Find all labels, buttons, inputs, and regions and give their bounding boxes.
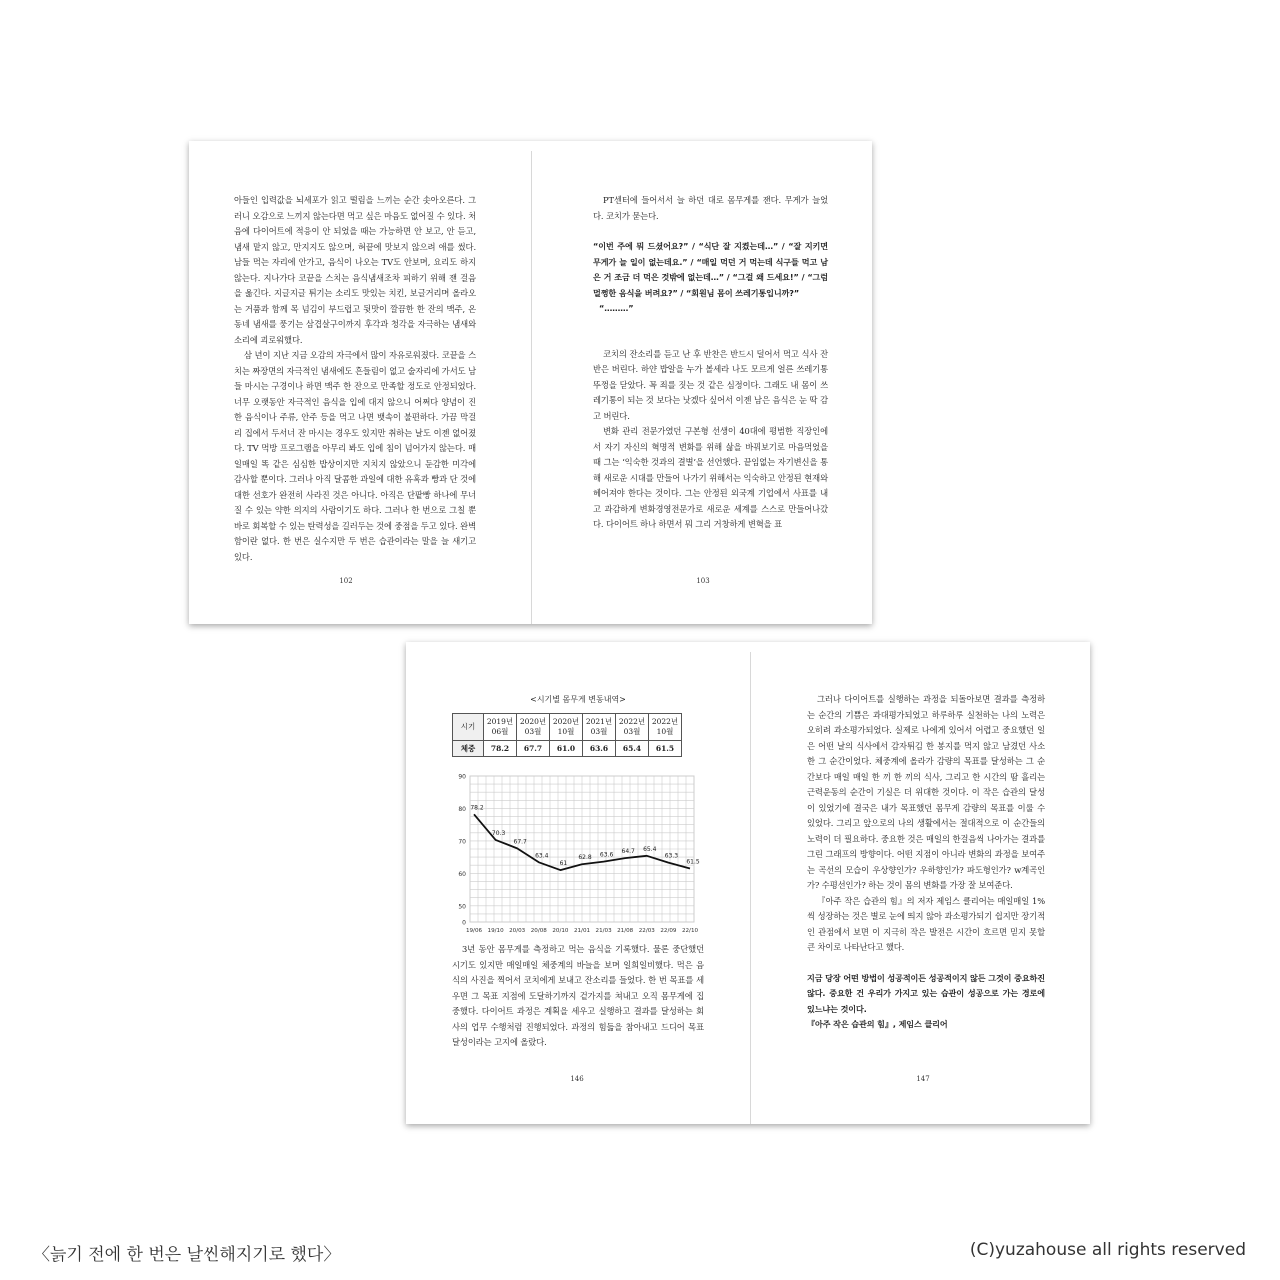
chart-y-tick-label: 90: [458, 773, 466, 781]
chart-x-tick-label: 19/06: [465, 928, 483, 934]
weight-header: 체중: [453, 741, 484, 757]
chart-title: <시기별 몸무게 변동내역>: [530, 695, 626, 704]
chart-data-label: 65.4: [643, 845, 657, 853]
chart-data-label: 78.2: [470, 804, 484, 812]
page-103-dialogue: “이번 주에 뭐 드셨어요?” / “식단 잘 지켰는데…” / “잘 지키면 무게가 늘 일이 없는데요.” / “매일 먹던 거 먹는데 식구들 먹고 남은 거 조금 더 먹은 것밖에 없는데…” / “그걸 왜 드세요!” / “그럼 멀쩡한 음식을 버려요?” / “회원님 몸이 쓰레기통입니까?”: [593, 241, 828, 298]
chart-data-label: 63.6: [599, 851, 614, 859]
chart-y-tick-label: 70: [458, 838, 466, 846]
page-103-paragraph-1: 코치의 잔소리를 듣고 난 후 반찬은 반드시 덜어서 먹고 식사 잔반은 버린다. 하얀 밥알을 누가 볼세라 나도 모르게 얼른 쓰레기통 뚜껑을 닫았다. 꼭 죄를 짓는 것 같은 심정이다. 그래도 내 몸이 쓰레기통이 되는 것 보다는 낫겠다 싶어서 이젠 남은 음식은 눈 딱 감고 버린다.: [593, 348, 828, 421]
chart-data-label: 61: [559, 860, 568, 868]
chart-x-tick-label: 22/10: [681, 928, 699, 934]
period-cell: 2019년 06월: [484, 714, 517, 741]
chart-data-label: 61.5: [686, 858, 700, 866]
chart-data-label: 70.3: [491, 829, 506, 837]
chart-x-tick-label: 21/03: [595, 928, 612, 934]
page-147-text: [807, 692, 1045, 1033]
weight-cell: 61.5: [649, 741, 682, 757]
page-103-intro: PT센터에 들어서서 늘 하던 대로 몸무게를 잰다. 무게가 늘었다. 코치가 묻는다.: [593, 195, 828, 221]
page-102-text: [234, 193, 476, 565]
chart-x-tick-label: 20/10: [552, 928, 569, 934]
chart-data-label: 62.8: [578, 854, 592, 862]
page-146-text: [452, 942, 704, 1051]
page-146-paragraph: 3년 동안 몸무게를 측정하고 먹는 음식을 기록했다. 물론 중단했던 시기도 있지만 매일매일 체중계의 바늘을 보며 일희일비했다. 먹은 음식의 사진을 찍어서 코치에게 보내고 잔소리를 들었다. 한 번 목표를 세우면 그 목표 지점에 도달하기까지 겉가지를 쳐내고 오직 몸무게에 집중했다. 다이어트 과정은 계획을 세우고 실행하고 결과를 달성하는 회사의 업무 수행처럼 진행되었다. 과정의 힘듦을 참아내고 드디어 목표 달성이라는 고지에 올랐다.: [452, 944, 704, 1047]
period-cell: 2022년 10월: [649, 714, 682, 741]
page-number-103: 103: [696, 577, 710, 585]
chart-x-tick-label: 21/08: [617, 928, 634, 934]
chart-y-tick-label: 50: [458, 903, 466, 911]
page-147-quote-source: 『아주 작은 습관의 힘』, 제임스 클리어: [807, 1019, 948, 1029]
page-103-paragraph-2: 변화 관리 전문가였던 구본형 선생이 40대에 평범한 직장인에서 자기 자신의 혁명적 변화를 위해 삶을 바꿔보기로 마음먹었을 때 그는 ‘익숙한 것과의 결별’을 선언했다. 끝임없는 자기변신을 통해 새로운 시대를 만들어 나가기 위해서는 익숙하고 안정된 현재와 헤어져야 한다는 것이다. 그는 안정된 외국계 기업에서 사표를 내고 과감하게 변화경영전문가로 새로운 세계를 스스로 만들어나갔다. 다이어트 하나 하면서 뭐 그리 거창하게 변혁을 표: [593, 426, 828, 529]
chart-data-label: 63.3: [664, 852, 679, 860]
chart-y-tick-label: 0: [462, 919, 466, 927]
period-cell: 2021년 03월: [583, 714, 616, 741]
copyright-caption: (C)yuzahouse all rights reserved: [969, 1240, 1246, 1260]
book-title-caption: 〈늙기 전에 한 번은 날씬해지기로 했다〉: [33, 1245, 341, 1265]
chart-x-tick-label: 20/03: [509, 928, 526, 934]
weight-cell: 63.6: [583, 741, 616, 757]
page-102-paragraph-2: 삼 년이 지난 지금 오감의 자극에서 많이 자유로워졌다. 코끝을 스치는 짜장면의 자극적인 냄새에도 흔들림이 없고 술자리에 가서도 남들 마시는 구경이나 하면 맥주 한 잔으로 만족할 정도로 안정되었다. 너무 오랫동안 자극적인 음식을 입에 대지 않으니 어쩌다 양념이 진한 음식이나 주류, 안주 등을 먹고 나면 뱃속이 불편하다. 가끔 막걸리 집에서 두서너 잔 마시는 경우도 있지만 취하는 날도 이젠 없어졌다. TV 먹방 프로그램을 아무리 봐도 입에 침이 넘어가지 않는다. 매일매일 똑 같은 심심한 밥상이지만 지치지 않았으니 둔감한 미각에 감사할 뿐이다. 그러나 아직 달콤한 과일에 대한 유혹과 빵과 단 것에 대한 선호가 완전히 사라진 것은 아니다. 아직은 단팥빵 하나에 무너질 수 있는 약한 의지의 사람이기도 하다. 그러나 한 번으로 그칠 뿐 바로 회복할 수 있는 탄력성을 길러두는 것에 중점을 두고 있다. 완벽함이란 없다. 한 번은 실수지만 두 번은 습관이라는 말을 늘 새기고 있다.: [234, 350, 476, 562]
chart-data-label: 67.7: [513, 838, 527, 846]
chart-x-tick-label: 21/01: [573, 928, 591, 934]
chart-x-tick-label: 20/08: [530, 928, 547, 934]
chart-y-tick-label: 60: [458, 870, 466, 878]
weight-table-weight-row: [453, 741, 682, 757]
page-103-text: [593, 193, 828, 533]
weight-cell: 65.4: [616, 741, 649, 757]
weight-cell: 78.2: [484, 741, 517, 757]
book-spread-top: [189, 141, 872, 624]
chart-data-label: 64.7: [621, 848, 635, 856]
weight-table: [452, 713, 682, 757]
page-number-147: 147: [916, 1075, 930, 1083]
page-102-paragraph-1: 아들인 입력값을 뇌세포가 읽고 떨림을 느끼는 순간 솟아오른다. 그러니 오감으로 느끼지 않는다면 먹고 싶은 마음도 없어질 수 있다. 처음에 다이어트에 적응이 안 되었을 때는 가능하면 안 보고, 안 듣고, 냄새 맡지 않고, 만지지도 않으며, 혀끝에 맛보지 않으려 애를 썼다. 남들 먹는 자리에 안가고, 음식이 나오는 TV도 안보며, 요리도 하지 않는다. 지나가다 코끝을 스치는 음식냄새조차 피하기 위해 잰 걸음을 옮긴다. 지글지글 튀기는 소리도 맛있는 치킨, 보글거리며 올라오는 거품과 함께 목 넘김이 부드럽고 뒷맛이 깔끔한 한 잔의 맥주, 온 동네 냄새를 풍기는 삼겹살구이까지 후각과 청각을 자극하는 냄새와 소리에 괴로워했다.: [234, 195, 476, 345]
page-103-dialogue-end: “………”: [599, 303, 634, 313]
spread-gutter: [750, 652, 751, 1124]
page-147-paragraph-1: 그러나 다이어트를 실행하는 과정을 되돌아보면 결과를 측정하는 순간의 기쁨은 과대평가되었고 하루하루 실천하는 나의 노력은 오히려 과소평가되었다. 실제로 나에게 있어서 어렵고 중요했던 일은 어떤 날의 식사에서 감자튀김 한 봉지를 먹지 않고 남겼던 사소한 그 순간이었다. 체중계에 올라가 감량의 목표를 달성하는 그 순간보다 매일 매일 한 끼 한 끼의 식사, 그리고 한 시간의 땀 흘리는 근력운동의 순간이 기실은 더 위대한 것이다. 이 작은 습관의 달성이 있었기에 결국은 내가 목표했던 몸무게 감량의 목표를 이룰 수 있었다. 그리고 앞으로의 나의 생활에서는 절대적으로 이 순간들의 노력이 더 필요하다. 중요한 것은 매일의 한걸음씩 나아가는 결과를 그린 그래프의 방향이다. 어떤 지점이 아니라 변화의 과정을 보여주는 곡선의 모습이 우상향인가? 우하향인가? 파도형인가? w계곡인가? 수평선인가? 하는 것이 몸의 변화를 가장 잘 보여준다.: [807, 694, 1045, 890]
chart-x-tick-label: 19/10: [487, 928, 504, 934]
weight-cell: 61.0: [550, 741, 583, 757]
weight-line-chart: [452, 772, 702, 946]
period-cell: 2020년 03월: [517, 714, 550, 741]
page-number-102: 102: [339, 577, 353, 585]
chart-data-label: 63.4: [535, 852, 549, 860]
spread-gutter: [531, 151, 532, 624]
chart-x-tick-label: 22/03: [638, 928, 655, 934]
period-header: 시기: [453, 714, 484, 741]
period-cell: 2022년 03월: [616, 714, 649, 741]
chart-x-tick-label: 22/09: [660, 928, 677, 934]
chart-y-tick-label: 80: [458, 805, 466, 813]
weight-cell: 67.7: [517, 741, 550, 757]
page-147-quote: 지금 당장 어떤 방법이 성공적이든 성공적이지 않든 그것이 중요하진 않다. 중요한 건 우리가 가지고 있는 습관이 성공으로 가는 경로에 있느냐는 것이다.: [807, 972, 1045, 1014]
weight-table-period-row: [453, 714, 682, 741]
book-spread-bottom: [406, 642, 1090, 1124]
page-147-paragraph-2: 『아주 작은 습관의 힘』의 저자 제임스 클리어는 매일매일 1%씩 성장하는 것은 별로 눈에 띄지 않아 과소평가되기 쉽지만 장기적인 관점에서 보면 이 지극히 작은 발전은 시간이 흐르면 믿지 못할 큰 차이로 나타난다고 했다.: [807, 895, 1045, 952]
period-cell: 2020년 10월: [550, 714, 583, 741]
weight-line-chart-svg: [452, 772, 702, 942]
page-number-146: 146: [570, 1075, 584, 1083]
